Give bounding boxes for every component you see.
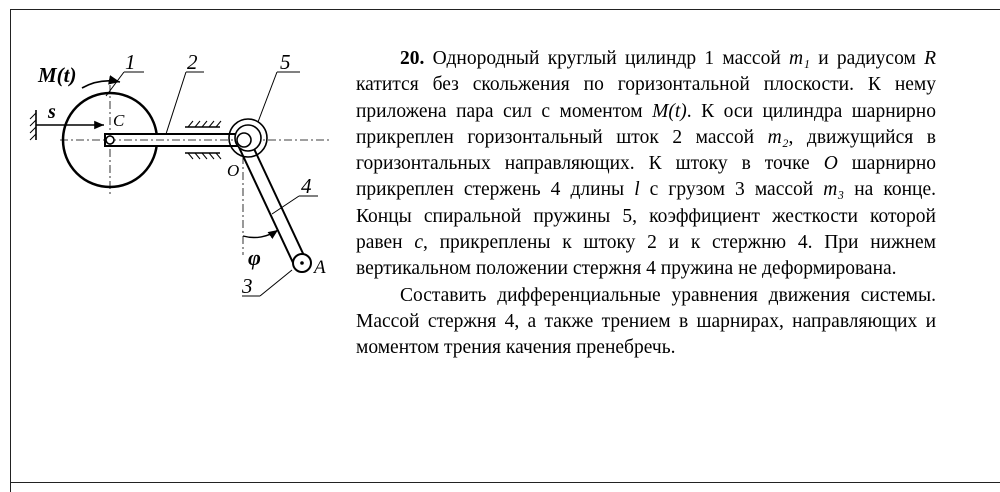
- var-m3: m₃: [823, 179, 845, 201]
- label-part-4: 4: [301, 174, 312, 198]
- text-segment: катится без скольжения по горизонтальной плоскости. К нему приложена пара сил с моментом: [356, 74, 936, 122]
- frame-left-line: [10, 9, 11, 492]
- frame-top-line: [10, 9, 1000, 10]
- pin-c: [106, 136, 114, 144]
- var-r: R: [924, 48, 936, 69]
- leader-5: [258, 72, 277, 122]
- text-segment: , прикреплены к штоку 2 и к стержню 4. При нижнем вертикальном положении стержня 4 пружина не деформирована.: [356, 232, 936, 280]
- var-m2: m₂: [767, 126, 789, 148]
- var-moment: M(t): [652, 100, 687, 122]
- label-s: s: [48, 101, 56, 123]
- text-segment: и радиусом: [809, 48, 925, 69]
- frame-bottom-line: [10, 482, 1000, 483]
- var-c: c: [414, 232, 423, 254]
- problem-paragraph-2: Составить дифференциальные уравнения движения системы. Массой стержня 4, а также трением в шарнирах, направляющих и моментом трения качения пренебречь.: [356, 284, 936, 359]
- problem-number: 20.: [400, 48, 425, 69]
- pin-o: [237, 133, 251, 147]
- text-segment: . К оси цилиндра шарнирно прикреплен горизонтальный шток 2 массой: [356, 100, 936, 148]
- text-segment: шарнирно прикреплен стержень 4 длины: [356, 153, 936, 201]
- label-part-5: 5: [280, 50, 291, 74]
- label-part-3: 3: [242, 274, 253, 298]
- label-phi: φ: [248, 245, 261, 270]
- label-part-2: 2: [187, 50, 198, 74]
- label-c: C: [113, 111, 125, 130]
- problem-paragraph-1: [356, 46, 936, 283]
- var-o: O: [823, 153, 838, 175]
- weight-3-center: [300, 261, 304, 265]
- text-segment: , движущийся в горизонтальных направляющих. К штоку в точке: [356, 126, 936, 175]
- mechanism-figure: [20, 40, 350, 310]
- text-segment: Однородный круглый цилиндр 1 массой: [424, 48, 790, 69]
- leader-2: [166, 72, 186, 134]
- text-segment: на конце. Концы спиральной пружины 5, коэффициент жесткости которой равен: [356, 179, 936, 254]
- label-part-1: 1: [125, 50, 136, 74]
- problem-text: [356, 46, 936, 362]
- label-o: O: [227, 161, 240, 180]
- phi-angle-arrow: [243, 230, 278, 237]
- wall-hatch: [30, 113, 36, 140]
- text-segment: с грузом 3 массой: [639, 179, 824, 201]
- leader-3: [260, 270, 292, 296]
- var-l: l: [634, 179, 640, 201]
- guide-bottom-hatch: [188, 153, 221, 159]
- guide-top-hatch: [188, 121, 221, 127]
- var-m1: m₁: [789, 48, 810, 69]
- label-moment: M(t): [38, 63, 77, 87]
- label-a: A: [314, 257, 326, 278]
